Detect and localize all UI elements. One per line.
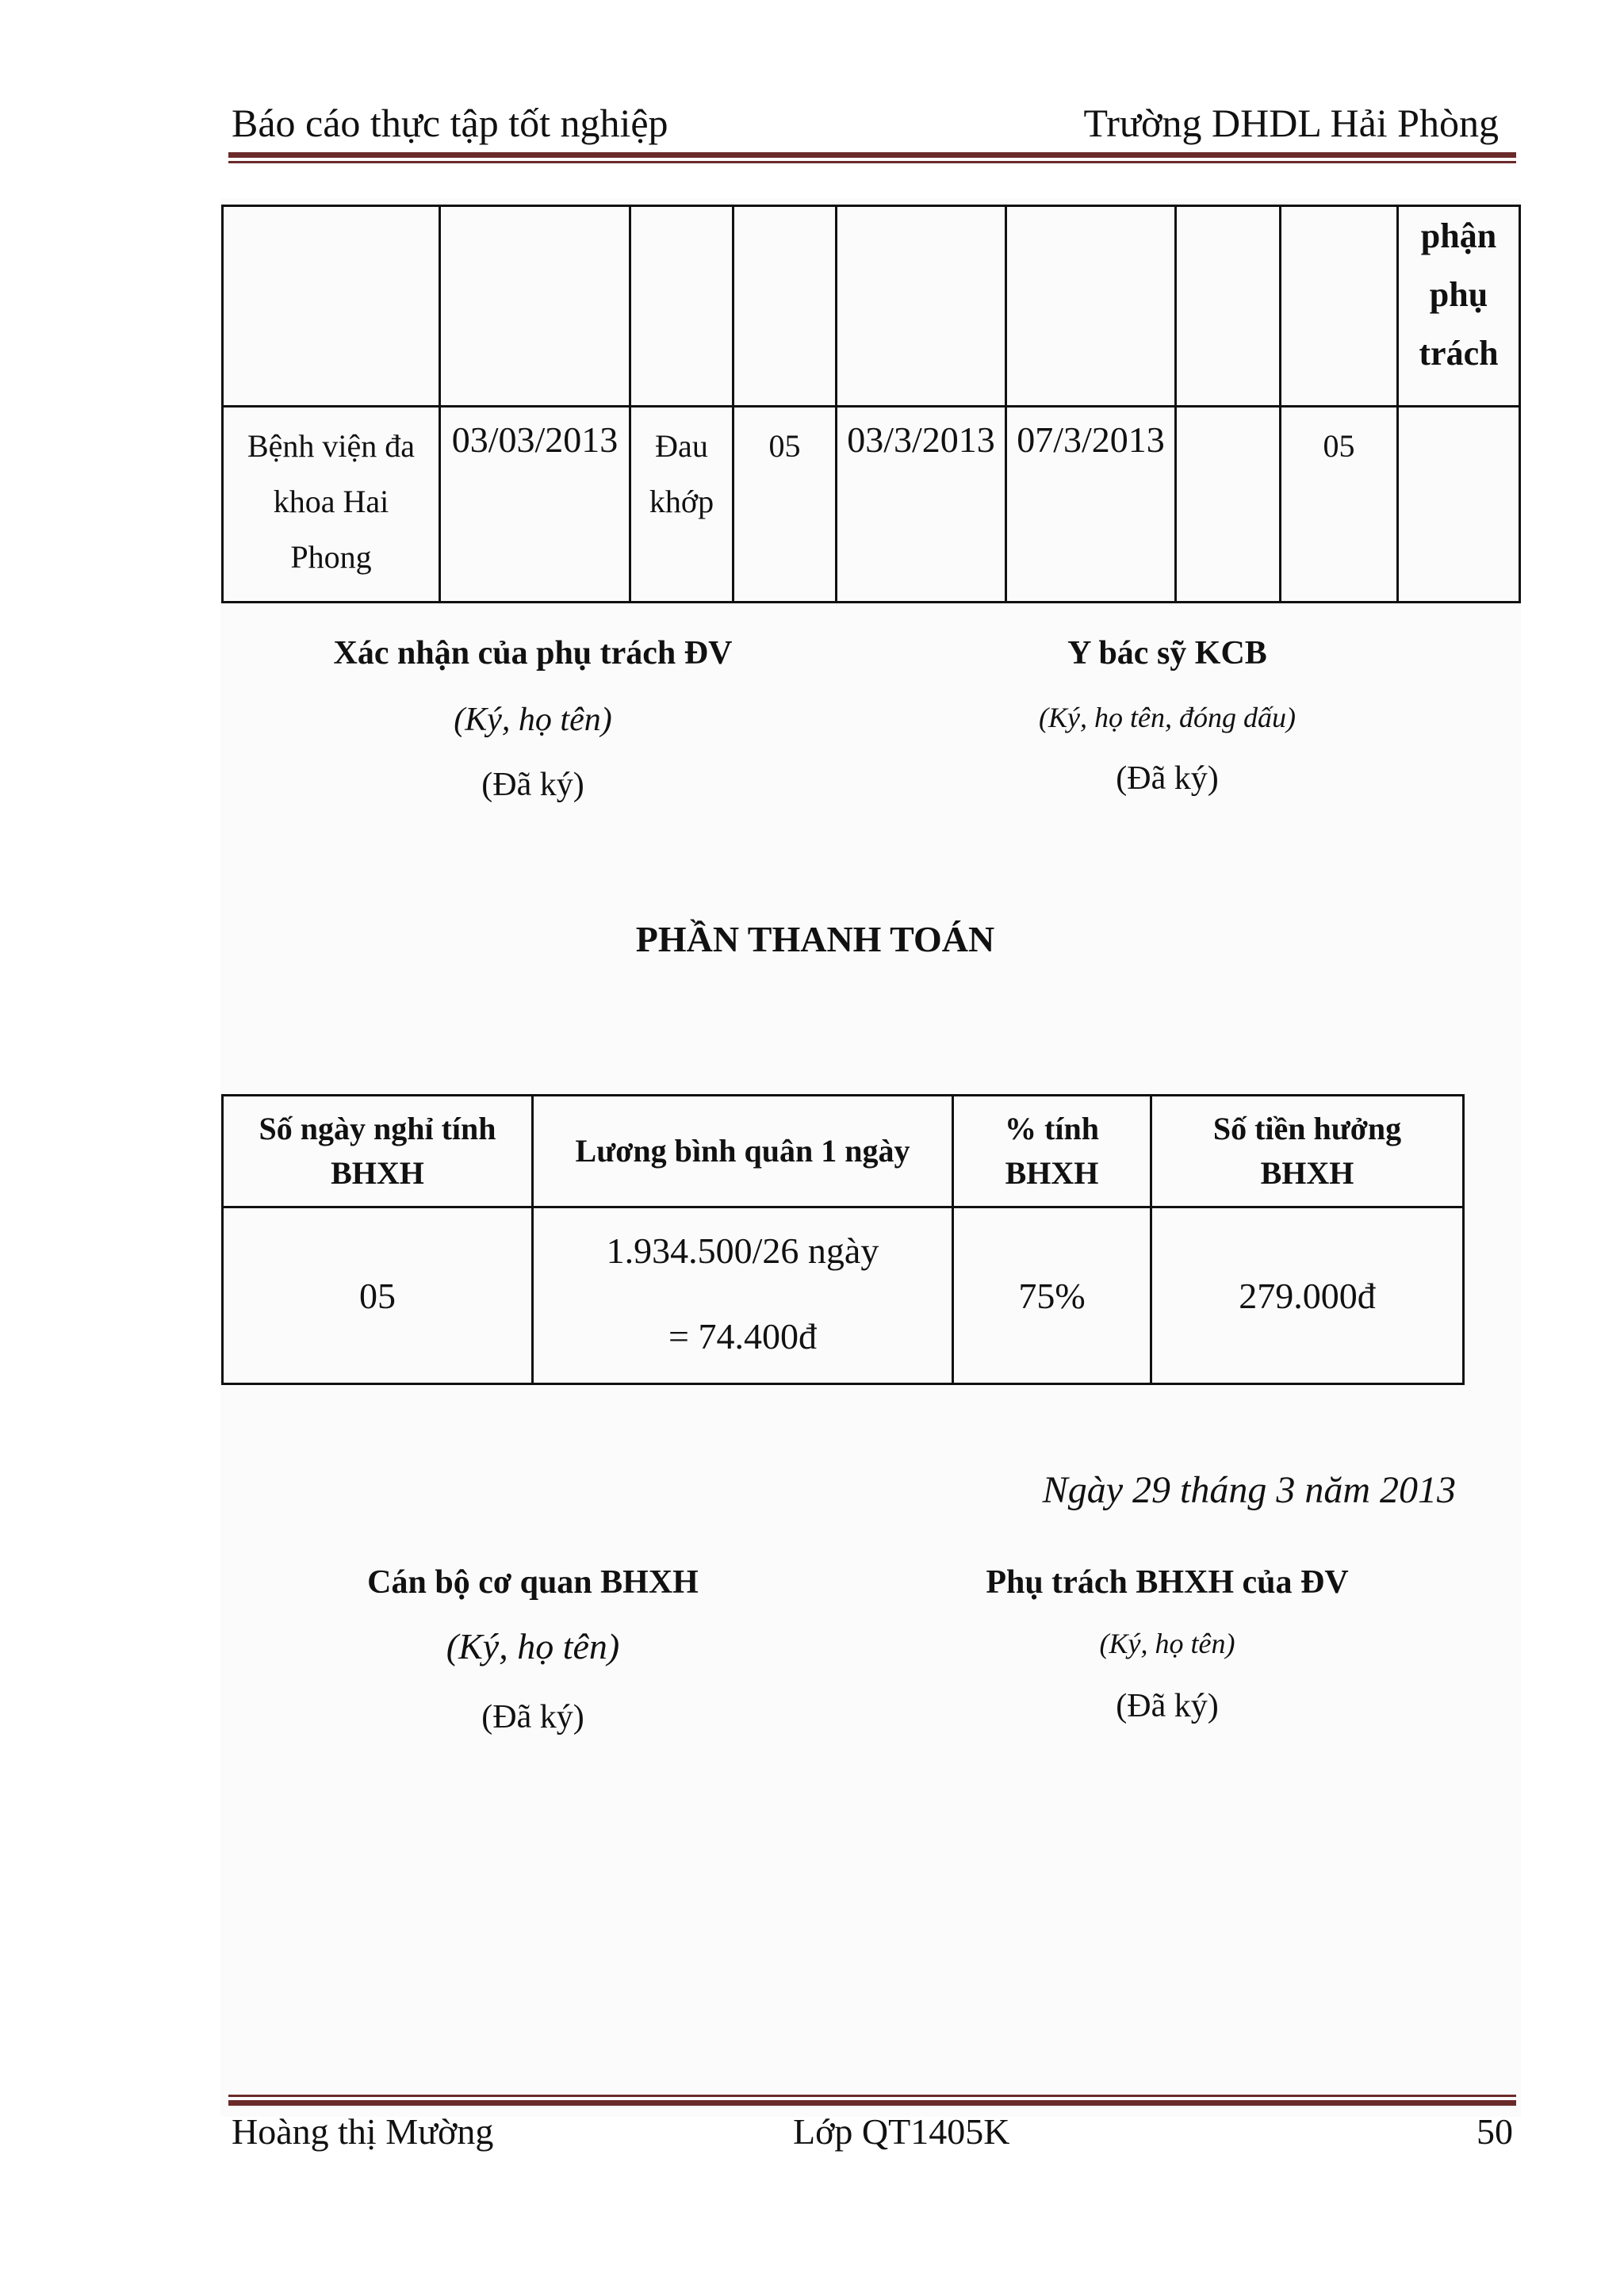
footer-author: Hoàng thị Mường: [232, 2111, 494, 2152]
unit-confirm-sign-note: (Ký, họ tên): [454, 702, 612, 738]
doctor-signed: (Đã ký): [1116, 760, 1219, 797]
table-cell: [223, 206, 440, 407]
column-header: [223, 1096, 533, 1207]
unit-bhxh-signed: (Đã ký): [1116, 1688, 1219, 1724]
column-header: [953, 1096, 1151, 1207]
header-text: BHXH: [331, 1155, 424, 1191]
reason-cell: [630, 407, 733, 603]
bhxh-officer-title: Cán bộ cơ quan BHXH: [367, 1564, 699, 1601]
leave-days-cell: 05: [1281, 407, 1398, 603]
table-header-row: [223, 1096, 1464, 1207]
unit-bhxh-sign-note: (Ký, họ tên): [1099, 1628, 1235, 1659]
table-cell: [630, 206, 733, 407]
date-cell: 03/03/2013: [440, 407, 630, 603]
header-text: phụ: [1429, 275, 1488, 314]
header-text: BHXH: [1260, 1155, 1354, 1191]
days-cell: 05: [223, 1207, 533, 1384]
table-header-row: [223, 206, 1520, 407]
from-date-cell: 03/3/2013: [837, 407, 1006, 603]
table-cell: [1176, 206, 1281, 407]
bhxh-officer-sign-note: (Ký, họ tên): [446, 1626, 620, 1667]
place-line: khoa Hai: [273, 484, 389, 519]
responsible-dept-header: [1398, 206, 1520, 407]
table-cell: [837, 206, 1006, 407]
section-title: PHẦN THANH TOÁN: [635, 919, 995, 959]
header-title: Báo cáo thực tập tốt nghiệp: [232, 101, 668, 145]
place-line: Bệnh viện đa: [247, 428, 416, 464]
header-rule-thin: [228, 161, 1516, 163]
reason-line: khớp: [649, 484, 714, 519]
doctor-sign-note: (Ký, họ tên, đóng dấu): [1039, 702, 1296, 733]
column-header: [1151, 1096, 1464, 1207]
date-line: Ngày 29 tháng 3 năm 2013: [1042, 1469, 1456, 1511]
amount-cell: 279.000đ: [1151, 1207, 1464, 1384]
header-text: trách: [1419, 334, 1499, 373]
header-rule: [228, 152, 1516, 158]
footer-rule-thin: [228, 2095, 1516, 2097]
place-cell: [223, 407, 440, 603]
header-text: Số ngày nghỉ tính: [259, 1111, 496, 1146]
average-wage-cell: [533, 1207, 953, 1384]
unit-bhxh-title: Phụ trách BHXH của ĐV: [986, 1564, 1349, 1601]
header-text: phận: [1420, 216, 1497, 255]
unit-confirm-title: Xác nhận của phụ trách ĐV: [333, 635, 733, 672]
header-text: Số tiền hưởng: [1212, 1111, 1402, 1146]
column-header: [533, 1096, 953, 1207]
doctor-title: Y bác sỹ KCB: [1067, 635, 1267, 672]
unit-confirm-signed: (Đã ký): [481, 767, 584, 803]
table-cell: [733, 206, 837, 407]
table-cell: [1398, 407, 1520, 603]
table-row: [223, 1207, 1464, 1384]
to-date-cell: 07/3/2013: [1006, 407, 1176, 603]
percent-cell: 75%: [953, 1207, 1151, 1384]
table-row: [223, 407, 1520, 603]
header-school: Trường DHDL Hải Phòng: [1083, 101, 1499, 145]
footer-rule: [228, 2100, 1516, 2106]
table-cell: [1176, 407, 1281, 603]
table-cell: [440, 206, 630, 407]
page-number: 50: [1477, 2111, 1513, 2152]
header-text: Lương bình quân 1 ngày: [575, 1133, 910, 1169]
reason-line: Đau: [655, 428, 708, 464]
average-wage-line: 1.934.500/26 ngày: [606, 1230, 879, 1271]
place-line: Phong: [290, 539, 372, 575]
header-text: BHXH: [1005, 1155, 1099, 1191]
table-cell: [1281, 206, 1398, 407]
days-cell: 05: [733, 407, 837, 603]
footer-class: Lớp QT1405K: [793, 2111, 1010, 2152]
average-wage-line: = 74.400đ: [668, 1316, 817, 1357]
header-text: % tính: [1005, 1111, 1099, 1146]
bhxh-officer-signed: (Đã ký): [481, 1699, 584, 1735]
table-cell: [1006, 206, 1176, 407]
payment-table: [221, 1094, 1465, 1385]
sick-leave-table: [221, 205, 1521, 603]
